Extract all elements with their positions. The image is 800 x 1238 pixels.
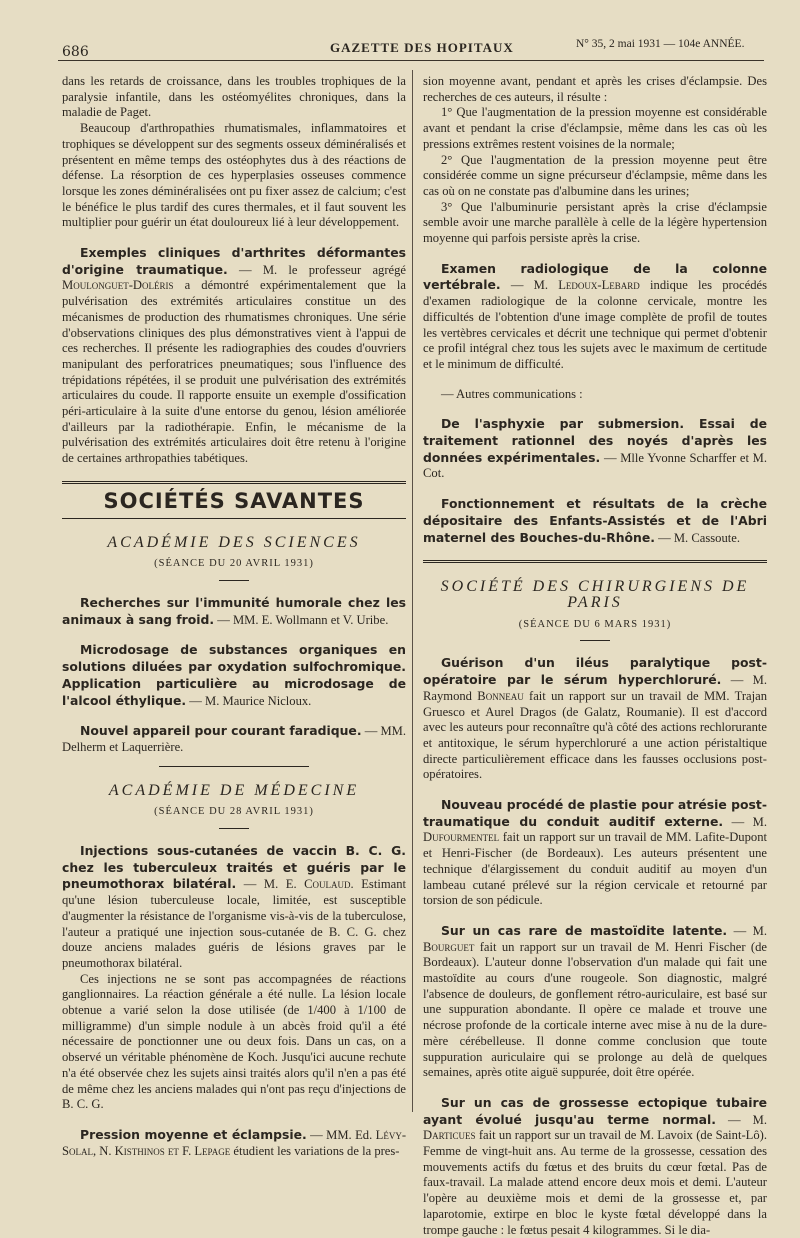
text: — MM. Ed. xyxy=(306,1127,376,1142)
article-body: fait un rapport sur un travail de MM. Lafite-Dupont et Henri-Fischer (de Bordeaux). Les auteurs présentent une technique d'élargissement du conduit auditif au moyen d'un lambeau cutané prélevé sur la région cervicale et retourné par torsion de son pédicule. xyxy=(423,830,767,908)
author: Moulonguet-Doléris xyxy=(62,278,174,293)
numbered-item: 3° Que l'albuminurie persistant après la crise d'éclampsie semble avoir une marche parallèle à celle de la légère hypertension moyenne qui parfois persiste après la crise. xyxy=(423,199,767,246)
text: — M. Raymond xyxy=(423,673,767,703)
seance-date: (SÉANCE DU 6 MARS 1931) xyxy=(518,618,672,630)
author: Coulaud xyxy=(304,877,351,892)
page-number: 686 xyxy=(62,44,89,60)
left-column xyxy=(62,74,406,1159)
divider xyxy=(219,580,249,581)
section-rule xyxy=(62,481,406,484)
article-nouveau-procede xyxy=(423,797,767,909)
article-microdosage xyxy=(62,642,406,709)
article-title: Recherches sur l'immunité humorale chez les animaux à sang froid. xyxy=(62,594,406,627)
paragraph: Beaucoup d'arthropathies rhumatismales, inflammatoires et trophiques se développent sur des segments osseux déminéralisés et présentent en même temps des ostéophytes dus à des réactions de défense. La résorption de ces hyperplasies osseuses commence lorsque les zones déminéralisées ont pu fixer assez de calcium; c'est le bénéfice le plus tardif des cures thermales, et il faut souvent les multiplier pour guérir un état douloureux lié à leur développement. xyxy=(62,121,406,230)
article-injections xyxy=(62,843,406,972)
divider xyxy=(219,828,249,829)
header-rule xyxy=(58,60,764,61)
article-title: Exemples cliniques d'arthrites déformantes d'origine traumatique. xyxy=(62,245,406,277)
article-fonctionnement xyxy=(423,496,767,546)
article-title: Guérison d'un iléus paralytique post-opératoire par le sérum hyperchloruré. xyxy=(423,655,767,688)
author: Dufourmentel xyxy=(423,830,500,845)
article-title: Injections sous-cutanées de vaccin B. C. G. chez les tuberculeux traités et guéris par le pneumothorax bilatéral. xyxy=(62,843,406,892)
article-title: Nouvel appareil pour courant faradique. xyxy=(80,723,362,739)
article-exemples xyxy=(62,245,406,467)
text: — M. xyxy=(727,923,767,938)
text: — M. le professeur agrégé xyxy=(227,262,406,277)
article-body: fait un rapport sur un travail de M. Lavoix (de Saint-Lô). Femme de vingt-huit ans. Au terme de la grossesse, cessation des mouvements actifs du fœtus et des bruits du cœur fœtal. Pas de faux-travail. La malade attend encore deux mois et demi. L'auteur l'opère au deuxième mois et demi de la grossesse et, par laparotomie, extirpe en bloc le kyste fœtal développé dans la trompe gauche : le fœtus pesait 4 kilogrammes. Si le dia- xyxy=(423,1128,767,1237)
article-title: Pression moyenne et éclampsie. xyxy=(80,1126,307,1142)
numbered-item: 1° Que l'augmentation de la pression moyenne est considérable avant et pendant la crise d'éclampsie, même dans les cas où les pressions extrêmes restent voisines de la normale; xyxy=(423,105,767,151)
paragraph: sion moyenne avant, pendant et après les crises d'éclampsie. Des recherches de ces auteurs, il résulte : xyxy=(423,74,767,104)
section-rule xyxy=(423,560,767,563)
authors: — Mlle Yvonne Scharffer et M. Cot. xyxy=(423,450,767,481)
authors: — MM. Delherm et Laquerrière. xyxy=(62,724,406,754)
article-title: Examen radiologique de la colonne vertébrale. xyxy=(423,260,767,293)
article-title: Sur un cas de grossesse ectopique tubaire ayant évolué jusqu'au terme normal. xyxy=(423,1094,767,1127)
article-asphyxie xyxy=(423,416,767,482)
text: — M. xyxy=(500,278,559,293)
divider xyxy=(159,766,309,767)
article-body: étudient les variations de la pres- xyxy=(230,1143,400,1158)
text: — M. xyxy=(715,1112,767,1127)
author: Darticues xyxy=(423,1128,476,1143)
authors: — M. Cassoute. xyxy=(654,530,740,545)
article-body: a démontré expérimentalement que la pulvérisation des extrémités articulaires constitue un des mécanismes de production des rhumatismes chroniques. Une série d'observations cliniques des plus démonstratives vient à l'appui de ces recherches. Il présente les radiographies des coudes d'ouvriers manipulant des perforatrices pneumatiques; sous l'influence des trépidations répétées, il se produit une pulvérisation des extrémités articulaires du coude. Il rapporte ensuite un exemple d'ossification péri-articulaire à la suite d'une entorse du genou, lésion améliorée d'ailleurs par la radiothérapie. Enfin, le mécanisme de la pulvérisation des extrémités articulaires doit être retenu à l'origine de certaines arthropathies tabétiques. xyxy=(62,278,406,466)
numbered-item: 2° Que l'augmentation de la pression moyenne peut être considérée comme un signe précurseur d'éclampsie, même dans les cas où on ne constate pas d'albumine dans les urines; xyxy=(423,152,767,198)
author: Ledoux-Lebard xyxy=(558,278,640,293)
academie-medecine-heading: ACADÉMIE DE MÉDECINE xyxy=(108,781,360,799)
article-title: Nouveau procédé de plastie pour atrésie post-traumatique du conduit auditif externe. xyxy=(423,797,767,829)
article-examen xyxy=(423,261,767,373)
article-grossesse xyxy=(423,1095,767,1238)
article-title: Microdosage de substances organiques en solutions diluées par oxydation sulfochromique. Application particulière au microdosage de l'alcool éthylique. xyxy=(62,642,406,708)
article-title: Sur un cas rare de mastoïdite latente. xyxy=(441,922,728,938)
article-mastoidite xyxy=(423,923,767,1081)
paragraph: Ces injections ne se sont pas accompagnées de réactions ganglionnaires. La réaction générale a été nulle. La lésion locale obtenue a varié selon la dose utilisée (de 1/400 à 1/100 de milligramme) d'un simple nodule à un abcès froid qu'il a été nécessaire de ponctionner une ou deux fois. Dans un cas, on a observé un véritable phénomène de Koch. Jusqu'ici aucune rechute n'a été observée chez les sujets ainsi traités alors qu'il n'en a pas été de même chez les anciens malades qui n'ont pas reçu d'injections de B. C. G. xyxy=(62,971,406,1112)
column-divider xyxy=(412,70,413,1112)
divider xyxy=(580,640,610,641)
journal-title: GAZETTE DES HOPITAUX xyxy=(330,40,514,55)
article-body: fait un rapport sur un travail de M. Henri Fischer (de Bordeaux). L'auteur donne l'observation d'un malade qui fait une mastoïdite au cours d'une rougeole. Son diagnostic, malgré l'absence de douleurs, de gonflement rétro-auriculaire, est basé sur une suppuration abondante. Il opère ce malade et trouve une nécrose profonde de la corticale interne avec mise à nu de la dure-mère cérébelleuse. Il donne comme conclusion que toute suppuration auriculaire qui se prolonge au delà de quelques semaines, après otite aiguë suppurée, doit être opérée. xyxy=(423,939,767,1080)
authors: — M. Maurice Nicloux. xyxy=(186,693,312,708)
article-body: indique les procédés d'examen radiologique de la colonne cervicale, montre les difficultés de l'obtention d'une image complète de profil de toutes les vertèbres cervicales et décrit une technique qui permet d'obtenir ce profil intégral chez tous les sujets avec le maximum de certitude et le minimum de difficulté. xyxy=(423,278,767,371)
academie-sciences-heading: ACADÉMIE DES SCIENCES xyxy=(107,533,361,551)
paragraph: dans les retards de croissance, dans les troubles trophiques de la paralysie infantile, dans les ostéomyélites chroniques, dans la maladie de Paget. xyxy=(62,74,406,120)
article-recherches xyxy=(62,595,406,628)
author: Bonneau xyxy=(477,688,524,703)
article-title: De l'asphyxie par submersion. Essai de traitement rationnel des noyés d'après les données expérimentales. xyxy=(423,416,767,465)
section-rule xyxy=(62,518,406,519)
right-column xyxy=(423,74,767,1238)
issue-info: N° 35, 2 mai 1931 — 104e ANNÉE. xyxy=(576,38,745,50)
page-header xyxy=(0,30,800,60)
article-title: Fonctionnement et résultats de la crèche dépositaire des Enfants-Assistés et de l'Abri maternel des Bouches-du-Rhône. xyxy=(423,496,767,545)
seance-date: (SÉANCE DU 28 AVRIL 1931) xyxy=(154,806,314,818)
article-body: fait un rapport sur un travail de MM. Trajan Gruesco et Aurel Dragos (de Galatz, Roumanie). Il est d'accord avec les auteurs pour reconnaître qu'à côté des actions rechlorurante et antitoxique, le sérum hyperchloruré a une action péristaltique directe particulièrement efficace dans les fausses occlusions post-opératoires. xyxy=(423,688,768,782)
section-title: SOCIÉTÉS SAVANTES xyxy=(103,488,365,513)
autres-communications: — Autres communications : xyxy=(441,386,583,401)
text: — M. E. xyxy=(236,877,305,892)
article-nouvel-appareil xyxy=(62,723,406,755)
article-guerison xyxy=(423,655,767,783)
article-body: . Estimant qu'une lésion tuberculeuse locale, limitée, est susceptible d'augmenter la résistance de l'organisme vis-à-vis de la tuberculose, l'auteur a pratiqué une injection sous-cutanée de B. C. G. chez douze anciens malades guéris de lésions graves par le pneumothorax bilatéral. xyxy=(62,877,406,970)
authors: — MM. E. Wollmann et V. Uribe. xyxy=(214,612,389,627)
societe-chirurgiens-heading: SOCIÉTÉ DES CHIRURGIENS DE PARIS xyxy=(440,578,750,611)
author: Bourguet xyxy=(423,939,475,954)
text: — M. xyxy=(723,814,767,829)
authors: Lévy-Solal, N. Kisthinos et F. Lepage xyxy=(62,1127,407,1158)
seance-date: (SÉANCE DU 20 AVRIL 1931) xyxy=(154,558,314,570)
